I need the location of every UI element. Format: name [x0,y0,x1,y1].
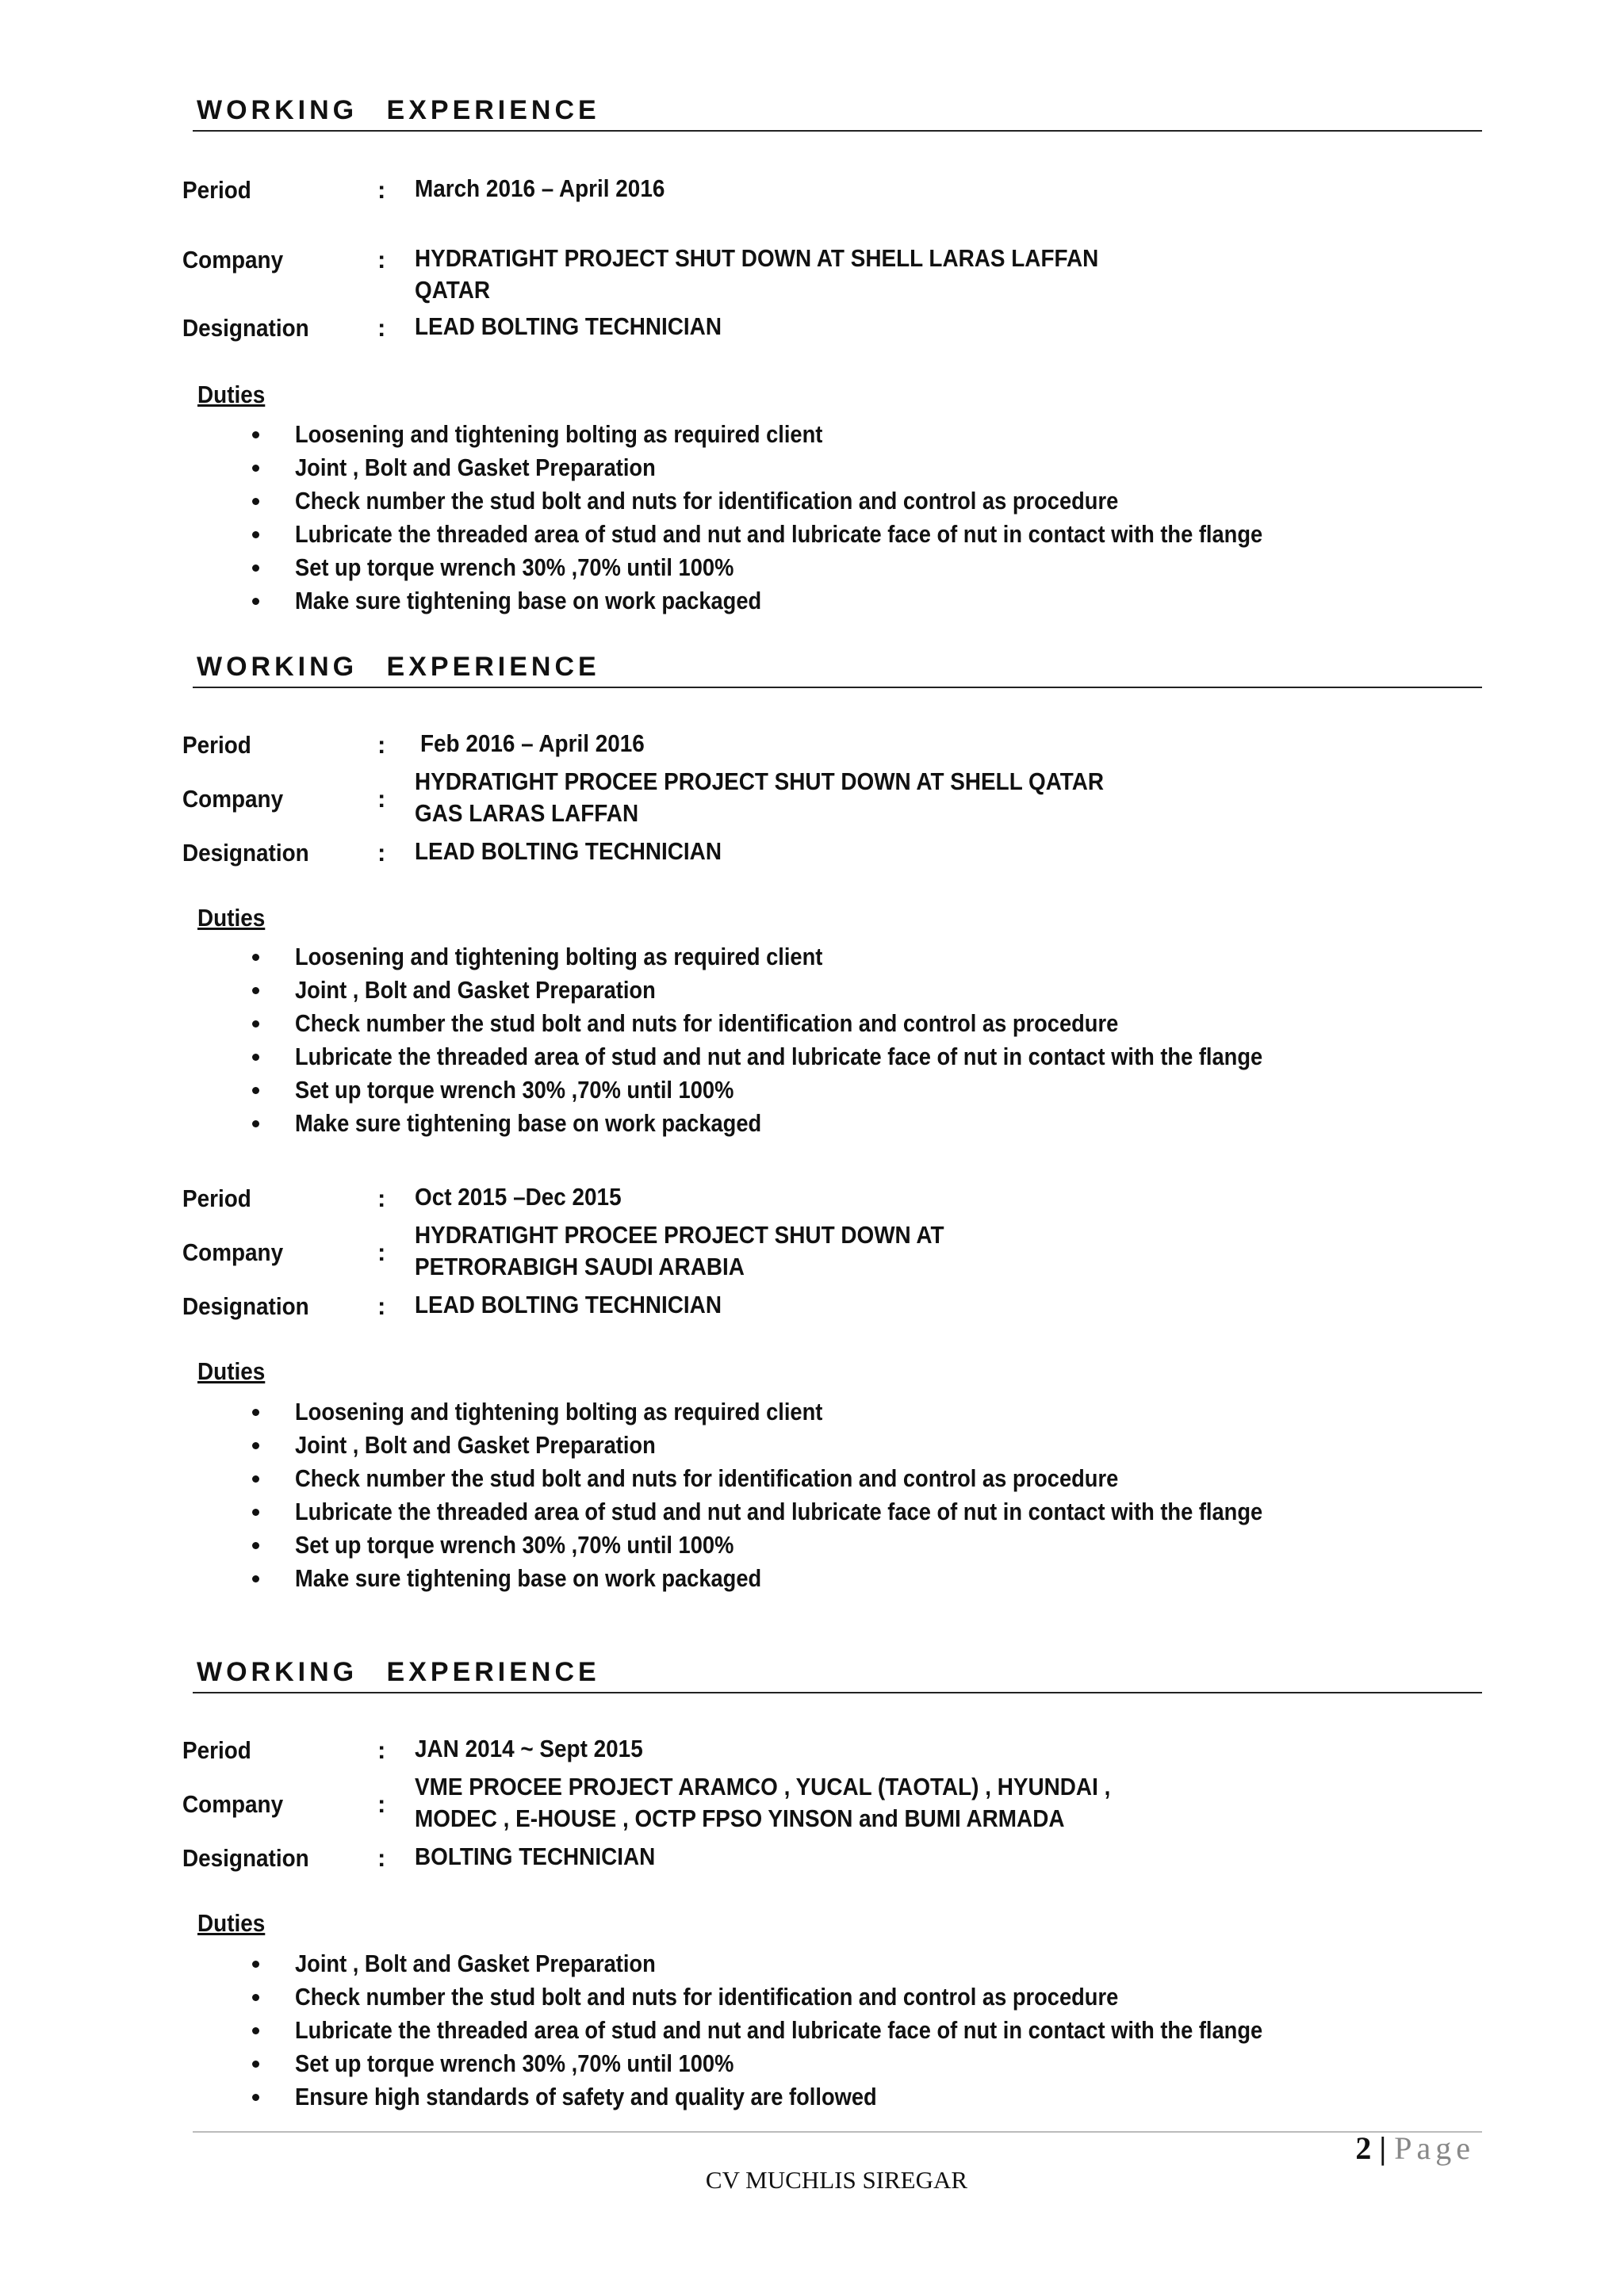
colon: : [377,176,386,204]
company-label: Company [182,246,284,274]
company-line: QATAR [415,276,491,304]
duty-item: Ensure high standards of safety and quality are followed [247,2080,1395,2114]
bullet-icon [252,1087,259,1094]
duty-item: Joint , Bolt and Gasket Preparation [247,451,1395,484]
company-value [415,243,1098,306]
duty-item: Set up torque wrench 30% ,70% until 100% [247,551,1395,584]
designation-value: LEAD BOLTING TECHNICIAN [415,312,722,340]
company-line: PETRORABIGH SAUDI ARABIA [415,1253,745,1280]
page-separator: | [1379,2130,1387,2166]
colon: : [377,1844,386,1872]
duty-item: Check number the stud bolt and nuts for identification and control as procedure [247,1980,1395,2014]
duty-item: Lubricate the threaded area of stud and nut and lubricate face of nut in contact with the flange [247,1040,1395,1073]
company-value [415,1771,1110,1835]
section-title: WORKING EXPERIENCE [197,652,600,682]
bullet-icon [252,1542,259,1549]
colon: : [377,785,386,813]
page-number-value: 2 [1355,2130,1372,2166]
section-title: WORKING EXPERIENCE [197,95,600,125]
company-line: VME PROCEE PROJECT ARAMCO , YUCAL (TAOTAL) , HYUNDAI , [415,1773,1111,1800]
colon: : [377,1790,386,1818]
bullet-icon [252,1961,259,1968]
company-value [415,766,1104,829]
company-line: MODEC , E-HOUSE , OCTP FPSO YINSON and BUMI ARMADA [415,1804,1065,1832]
duty-item: Check number the stud bolt and nuts for identification and control as procedure [247,1007,1395,1040]
duties-list [247,418,1395,618]
bullet-icon [252,465,259,472]
section-divider [193,1692,1482,1693]
duty-item: Lubricate the threaded area of stud and nut and lubricate face of nut in contact with the flange [247,518,1395,551]
colon: : [377,246,386,274]
bullet-icon [252,564,259,572]
section-title: WORKING EXPERIENCE [197,1657,600,1687]
company-line: HYDRATIGHT PROCEE PROJECT SHUT DOWN AT SHELL QATAR [415,767,1105,795]
bullet-icon [252,954,259,961]
company-line: HYDRATIGHT PROCEE PROJECT SHUT DOWN AT [415,1221,944,1249]
period-label: Period [182,1184,251,1212]
bullet-icon [252,2061,259,2068]
colon: : [377,1184,386,1212]
bullet-icon [252,1575,259,1582]
duty-item: Loosening and tightening bolting as required client [247,418,1395,451]
colon: : [377,839,386,867]
duty-item: Check number the stud bolt and nuts for identification and control as procedure [247,1462,1395,1495]
duty-item: Make sure tightening base on work packaged [247,584,1395,618]
designation-value: BOLTING TECHNICIAN [415,1843,656,1870]
designation-value: LEAD BOLTING TECHNICIAN [415,1291,722,1318]
colon: : [377,1292,386,1320]
designation-label: Designation [182,839,309,867]
duty-item: Loosening and tightening bolting as required client [247,940,1395,974]
section-divider [193,687,1482,688]
bullet-icon [252,2027,259,2034]
bullet-icon [252,598,259,605]
duties-label: Duties [197,1909,266,1937]
bullet-icon [252,1409,259,1416]
duty-item: Loosening and tightening bolting as required client [247,1395,1395,1429]
colon: : [377,1238,386,1266]
footer-author-name: CV MUCHLIS SIREGAR [705,2166,968,2194]
bullet-icon [252,987,259,994]
duties-label: Duties [197,1357,266,1385]
period-value: Oct 2015 –Dec 2015 [415,1183,622,1211]
duties-list [247,1947,1395,2114]
duty-item: Set up torque wrench 30% ,70% until 100% [247,1073,1395,1107]
duty-item: Joint , Bolt and Gasket Preparation [247,1947,1395,1980]
colon: : [377,314,386,342]
footer-divider [193,2131,1482,2133]
period-value: March 2016 – April 2016 [415,174,665,202]
duties-list [247,940,1395,1140]
duties-list [247,1395,1395,1595]
colon: : [377,731,386,759]
designation-label: Designation [182,1292,309,1320]
bullet-icon [252,2094,259,2101]
page-word: Page [1394,2130,1475,2166]
duty-item: Lubricate the threaded area of stud and nut and lubricate face of nut in contact with the flange [247,2014,1395,2047]
company-label: Company [182,1238,284,1266]
bullet-icon [252,1120,259,1127]
section-divider [193,130,1482,132]
company-line: GAS LARAS LAFFAN [415,799,639,827]
bullet-icon [252,431,259,438]
duty-item: Joint , Bolt and Gasket Preparation [247,1429,1395,1462]
company-value [415,1219,944,1283]
duty-item: Make sure tightening base on work packaged [247,1562,1395,1595]
duties-label: Duties [197,904,266,932]
period-label: Period [182,731,251,759]
company-line: HYDRATIGHT PROJECT SHUT DOWN AT SHELL LARAS LAFFAN [415,244,1099,272]
designation-label: Designation [182,1844,309,1872]
duty-item: Set up torque wrench 30% ,70% until 100% [247,2047,1395,2080]
duty-item: Lubricate the threaded area of stud and nut and lubricate face of nut in contact with the flange [247,1495,1395,1529]
duty-item: Check number the stud bolt and nuts for identification and control as procedure [247,484,1395,518]
period-label: Period [182,1736,251,1764]
duties-label: Duties [197,381,266,408]
duty-item: Joint , Bolt and Gasket Preparation [247,974,1395,1007]
duty-item: Make sure tightening base on work packaged [247,1107,1395,1140]
page-number [1355,2130,1475,2167]
bullet-icon [252,498,259,505]
bullet-icon [252,1475,259,1483]
period-value: JAN 2014 ~ Sept 2015 [415,1735,643,1762]
bullet-icon [252,1994,259,2001]
designation-label: Designation [182,314,309,342]
period-label: Period [182,176,251,204]
bullet-icon [252,1509,259,1516]
bullet-icon [252,531,259,538]
period-value: Feb 2016 – April 2016 [420,729,645,757]
bullet-icon [252,1054,259,1061]
bullet-icon [252,1020,259,1027]
designation-value: LEAD BOLTING TECHNICIAN [415,837,722,865]
company-label: Company [182,785,284,813]
duty-item: Set up torque wrench 30% ,70% until 100% [247,1529,1395,1562]
company-label: Company [182,1790,284,1818]
bullet-icon [252,1442,259,1449]
colon: : [377,1736,386,1764]
